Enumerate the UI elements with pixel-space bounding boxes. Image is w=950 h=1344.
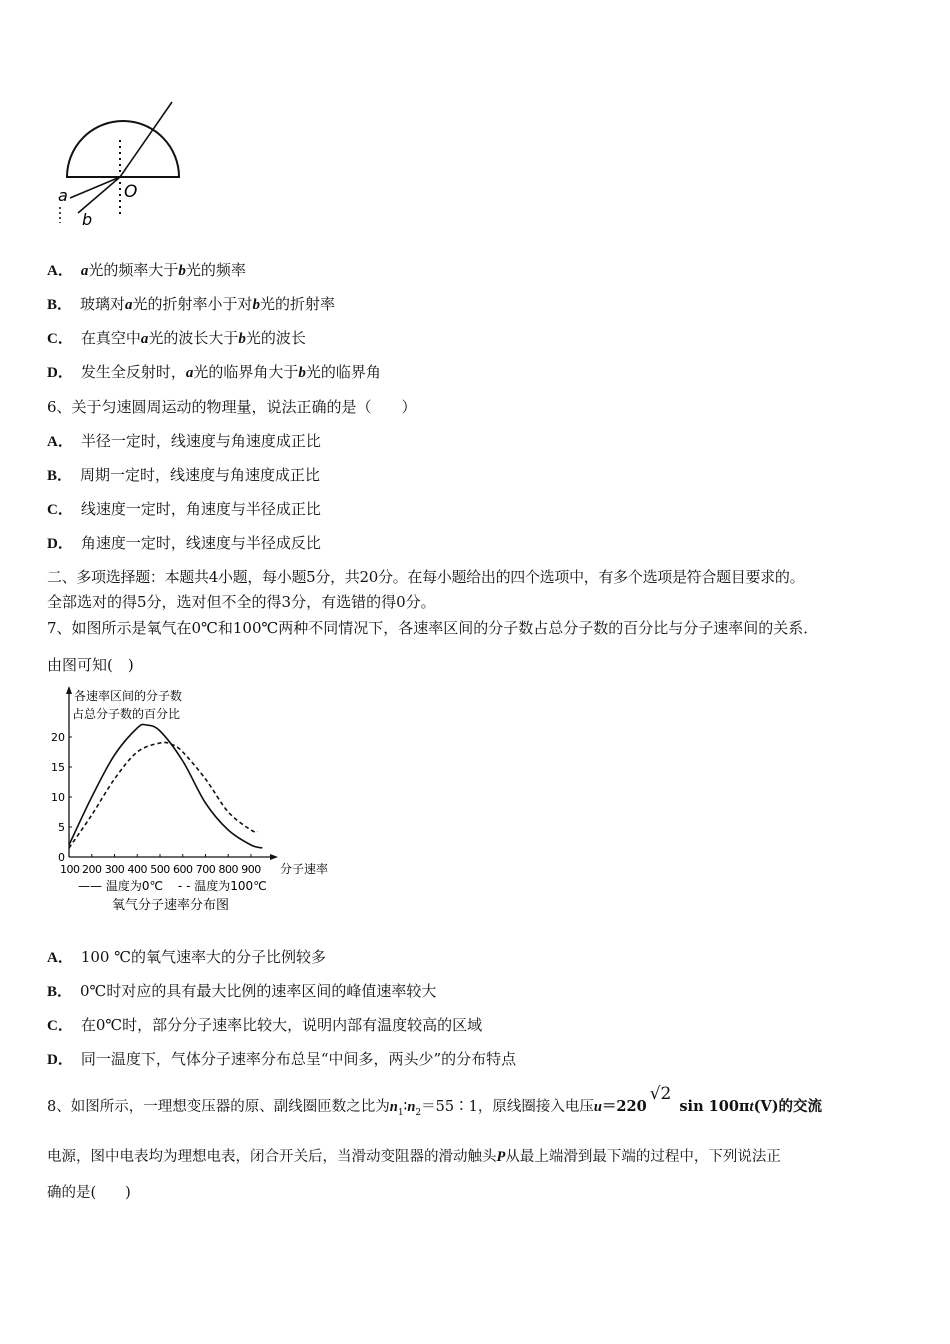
option-label: B．	[47, 984, 73, 1000]
option-label: C．	[47, 331, 73, 347]
option-label: D．	[47, 1052, 73, 1068]
q7-option-c[interactable]	[47, 1015, 482, 1036]
x-tick-label: 200	[82, 863, 102, 876]
x-tick-label: 400	[127, 863, 147, 876]
speed-distribution-chart	[40, 680, 340, 920]
label-b: b	[82, 210, 93, 229]
x-tick-label: 600	[173, 863, 193, 876]
option-label: C．	[47, 1018, 73, 1034]
q5-option-d[interactable]	[47, 362, 381, 383]
y-tick-label: 15	[51, 761, 65, 774]
var-b: b	[298, 365, 306, 381]
option-text: 玻璃对	[80, 295, 126, 313]
option-text: 光的临界角	[305, 363, 381, 381]
q8-text: (V)的交流	[753, 1098, 823, 1115]
y-axis-label: 各速率区间的分子数	[74, 689, 183, 703]
subscript: 2	[415, 1107, 422, 1118]
option-label: A．	[47, 950, 73, 966]
var-t: t	[749, 1099, 754, 1115]
x-tick-label: 900	[241, 863, 261, 876]
q8-text: 8、如图所示，一理想变压器的原、副线圈匝数之比为	[47, 1099, 390, 1115]
option-text: 半径一定时，线速度与角速度成正比	[80, 432, 321, 450]
var-a: a	[140, 331, 149, 347]
option-text: 在0℃时，部分分子速率比较大，说明内部有温度较高的区域	[80, 1016, 483, 1034]
var-b: b	[238, 331, 246, 347]
q7-option-d[interactable]	[47, 1049, 516, 1070]
option-label: A．	[47, 263, 73, 279]
var-n2: n	[407, 1099, 416, 1115]
q5-option-b[interactable]	[47, 294, 335, 315]
q8-text: sin 100π	[674, 1098, 750, 1115]
sqrt-2: √2	[649, 1084, 672, 1104]
q5-option-c[interactable]	[47, 328, 306, 349]
x-axis-arrow	[270, 854, 278, 860]
section2-instructions-line1: 二、多项选择题：本题共4小题，每小题5分，共20分。在每小题给出的四个选项中，有多个选项是符合题目要求的。	[47, 568, 805, 586]
q6-option-a[interactable]	[47, 431, 321, 452]
y-axis-arrow	[66, 686, 72, 694]
q6-option-d[interactable]	[47, 533, 321, 554]
option-text: 同一温度下，气体分子速率分布总呈“中间多，两头少”的分布特点	[80, 1050, 517, 1068]
q8-text: 从最上端滑到最下端的过程中，下列说法正	[505, 1149, 781, 1165]
option-text: 角速度一定时，线速度与半径成反比	[80, 534, 321, 552]
q6-stem: 6、关于匀速圆周运动的物理量，说法正确的是（ ）	[47, 398, 417, 416]
option-text: 光的折射率	[260, 295, 336, 313]
label-a: a	[58, 186, 68, 205]
q8-text: ＝55∶1，原线圈接入电压	[421, 1099, 594, 1115]
q7-stem-line1: 7、如图所示是氧气在0℃和100℃两种不同情况下，各速率区间的分子数占总分子数的百分比与分子速率间的关系．	[47, 619, 819, 637]
subscript: 1	[397, 1107, 404, 1118]
option-label: A．	[47, 434, 73, 450]
q8-text: ∶	[403, 1099, 408, 1115]
option-text: 光的临界角大于	[193, 363, 299, 381]
q8-text: 电源，图中电表均为理想电表，闭合开关后，当滑动变阻器的滑动触头	[47, 1149, 497, 1165]
option-text: 光的波长大于	[148, 329, 239, 347]
refraction-figure	[50, 95, 200, 230]
y-tick-label: 10	[51, 791, 65, 804]
option-text: 周期一定时，线速度与角速度成正比	[80, 466, 321, 484]
q7-option-a[interactable]	[47, 947, 326, 968]
option-text: 光的频率大于	[88, 261, 179, 279]
var-b: b	[178, 263, 186, 279]
section2-instructions-line2: 全部选对的得5分，选对但不全的得3分，有选错的得0分。	[47, 593, 436, 611]
option-text: 100 ℃的氧气速率大的分子比例较多	[80, 948, 327, 966]
q8-stem-line1	[47, 1084, 823, 1123]
option-text: 0℃时对应的具有最大比例的速率区间的峰值速率较大	[80, 982, 437, 1000]
option-label: B．	[47, 468, 73, 484]
y-tick-label: 20	[51, 731, 65, 744]
q8-stem-line3: 确的是( )	[47, 1185, 131, 1201]
var-a: a	[125, 297, 133, 313]
q8-text: ＝220	[601, 1098, 647, 1115]
option-label: D．	[47, 365, 73, 381]
option-text: 线速度一定时，角速度与半径成正比	[80, 500, 321, 518]
var-u: u	[593, 1099, 602, 1115]
option-text: 发生全反射时，	[80, 363, 186, 381]
var-a: a	[80, 263, 89, 279]
x-axis-label: 分子速率	[280, 862, 329, 876]
option-text: 光的频率	[185, 261, 246, 279]
q6-option-c[interactable]	[47, 499, 321, 520]
option-text: 在真空中	[80, 329, 141, 347]
x-tick-label: 500	[150, 863, 170, 876]
q8-stem-line2	[47, 1147, 781, 1167]
y-axis-label: 占总分子数的百分比	[72, 707, 181, 721]
x-tick-label: 700	[195, 863, 216, 876]
option-label: D．	[47, 536, 73, 552]
x-tick-label: 100	[60, 863, 80, 876]
q6-option-b[interactable]	[47, 465, 320, 486]
var-a: a	[185, 365, 194, 381]
x-tick-label: 800	[218, 863, 238, 876]
label-o: O	[124, 182, 138, 202]
x-tick-label: 300	[104, 863, 125, 876]
option-text: 光的折射率小于对	[132, 295, 253, 313]
y-tick-label: 5	[58, 821, 65, 834]
option-label: C．	[47, 502, 73, 518]
q7-option-b[interactable]	[47, 981, 436, 1002]
legend-item: —— 温度为0℃	[78, 879, 163, 893]
option-label: B．	[47, 297, 73, 313]
y-tick-label: 0	[58, 851, 65, 864]
q7-stem-line2: 由图可知( )	[47, 656, 134, 674]
chart-title: 氧气分子速率分布图	[112, 898, 230, 913]
q5-option-a[interactable]	[47, 260, 246, 281]
legend-item: - - 温度为100℃	[178, 879, 267, 893]
var-n1: n	[389, 1099, 398, 1115]
var-p: P	[496, 1149, 506, 1165]
var-b: b	[252, 297, 261, 313]
option-text: 光的波长	[245, 329, 306, 347]
